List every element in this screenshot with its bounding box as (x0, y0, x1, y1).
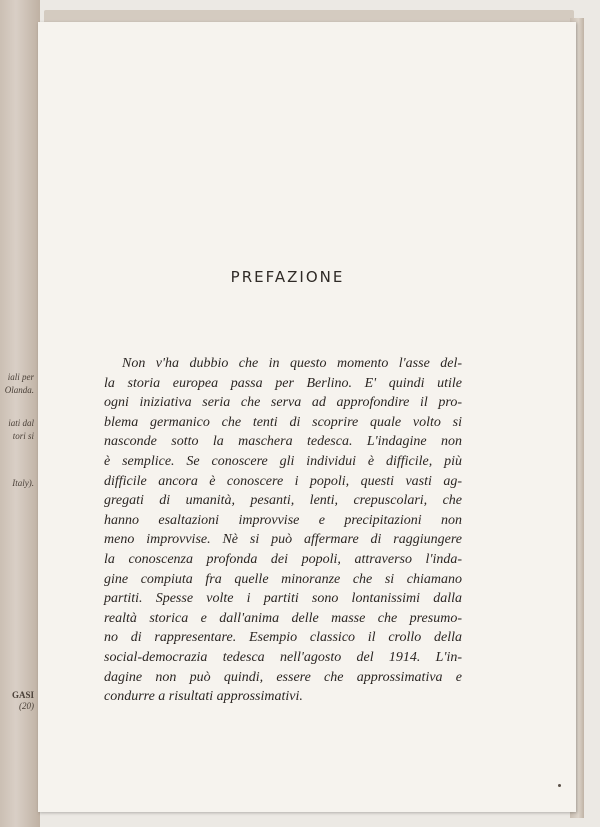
ink-dot (558, 784, 561, 787)
text-line: è semplice. Se conoscere gli individui è difficile, più (104, 453, 462, 469)
text-line: ogni iniziativa seria che serva ad approfondire il pro- (104, 395, 462, 411)
text-line: difficile ancora è conoscere i popoli, questi vasti ag- (104, 473, 462, 489)
text-line: la conoscenza profonda dei popoli, attraverso l'inda- (104, 551, 462, 567)
left-fragment: iali per (7, 372, 34, 382)
text-line: condurre a risultati approssimativi. (104, 689, 303, 705)
text-line: Non v'ha dubbio che in questo momento l'asse del- (122, 356, 462, 371)
left-fragment: GASI (11, 690, 34, 700)
preface-text (104, 354, 462, 707)
page-title: PREFAZIONE (230, 268, 345, 286)
text-line: realtà storica e dall'anima delle masse che presumo- (104, 610, 462, 626)
text-line: meno improvvise. Nè si può affermare di raggiungere (104, 532, 462, 548)
left-fragment: Olanda. (4, 385, 34, 395)
left-fragment: Italy). (12, 478, 34, 488)
text-line: gine compiuta fra quelle minoranze che si chiamano (104, 571, 462, 587)
adjacent-page-edge (0, 0, 40, 827)
text-line: nasconde sotto la maschera tedesca. L'indagine non (104, 434, 462, 450)
text-line: hanno esaltazioni improvvise e precipitazioni non (104, 512, 462, 528)
text-line: social-democrazia tedesca nell'agosto del 1914. L'in- (104, 649, 462, 665)
text-line: partiti. Spesse volte i partiti sono lontanissimi dalla (104, 591, 462, 607)
text-line: gregati di umanità, pesanti, lenti, crepuscolari, che (104, 493, 462, 509)
text-line: dagine non può quindi, essere che approssimativa e (104, 669, 462, 685)
left-fragment: tori si (12, 431, 34, 441)
text-line: la storia europea passa per Berlino. E' quindi utile (104, 375, 462, 391)
left-fragment: (20) (19, 701, 34, 711)
text-line: no di rappresentare. Esempio classico il crollo della (104, 630, 462, 646)
text-line: blema germanico che tenti di scoprire quale volto si (104, 414, 462, 430)
left-fragment: iati dal (8, 418, 34, 428)
